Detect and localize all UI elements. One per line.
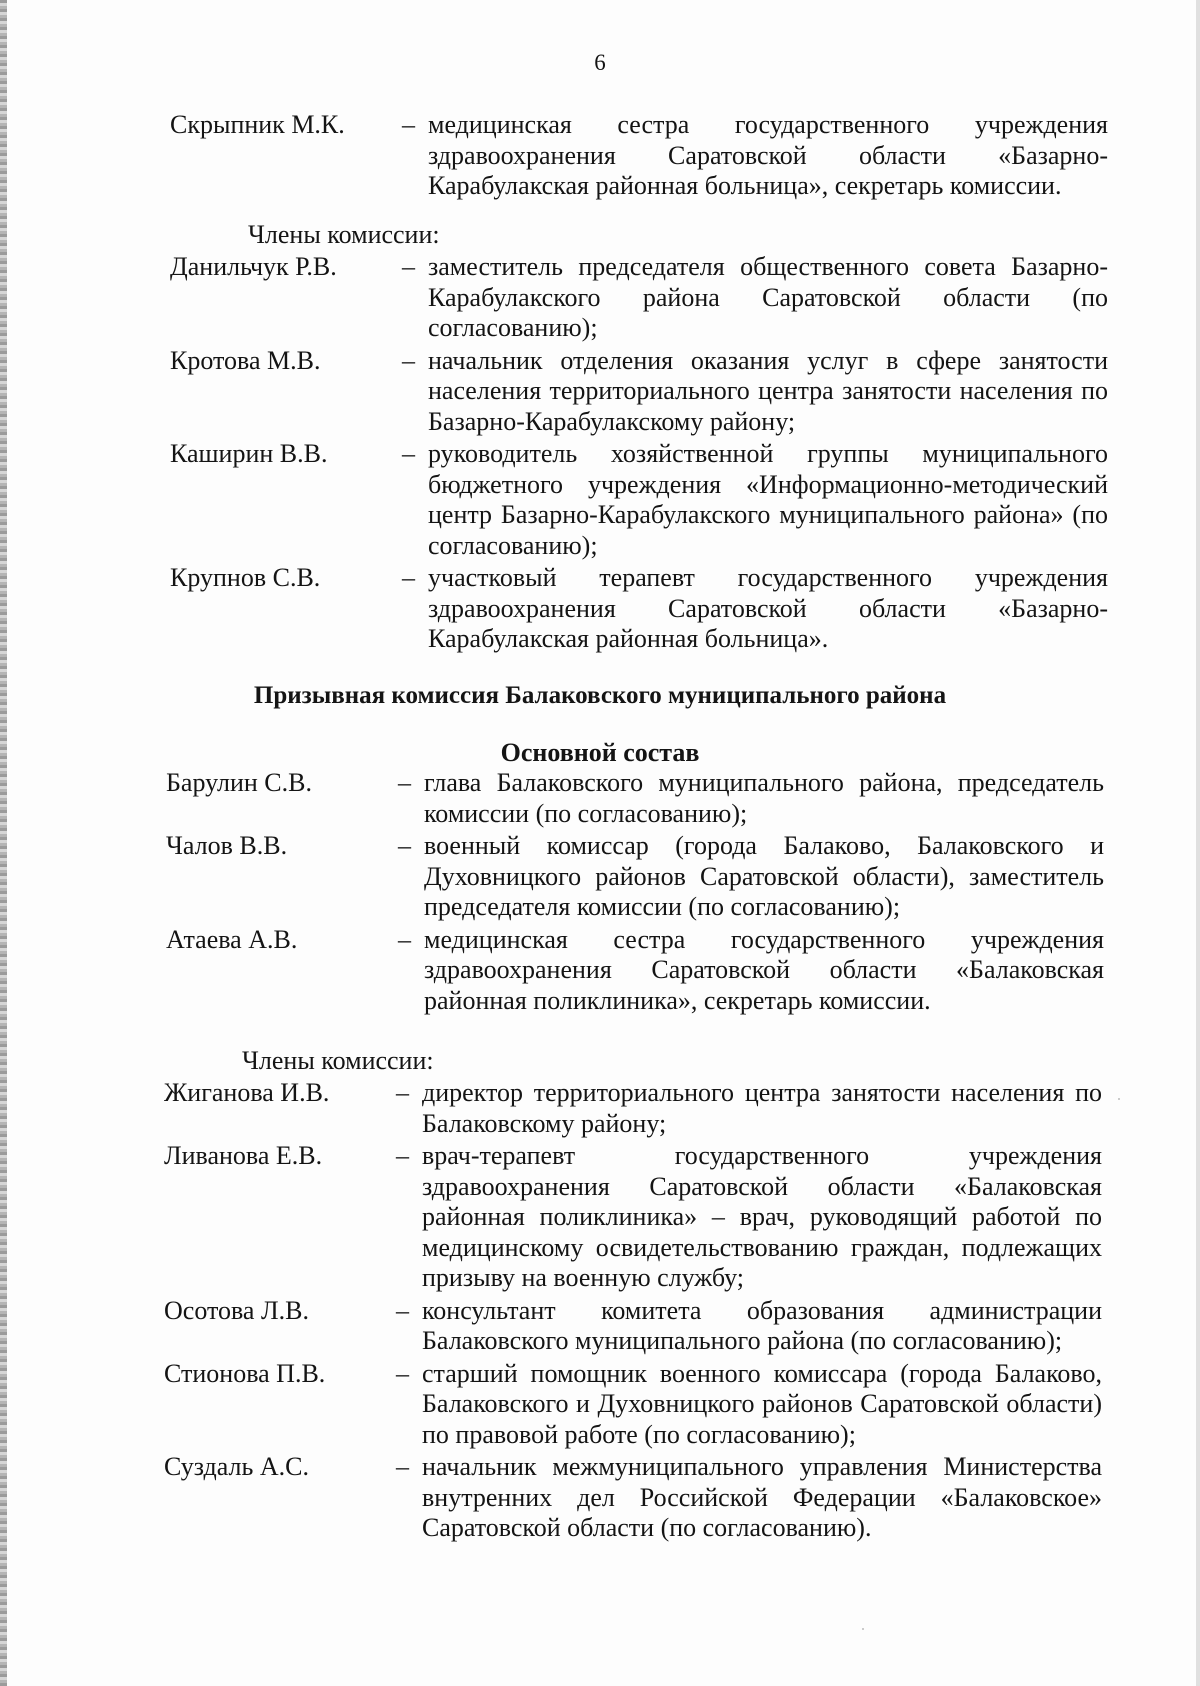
person-name: Суздаль А.С. <box>164 1452 309 1481</box>
scan-edge-left <box>0 0 7 1686</box>
person-position: заместитель председателя общественного совета Базарно-Карабулакского района Саратовской области (по согласованию); <box>428 252 1108 342</box>
dash-separator: – <box>396 1295 409 1325</box>
dash-separator: – <box>402 439 415 468</box>
person-entry <box>164 1141 1104 1294</box>
members-block-1 <box>170 220 1110 655</box>
members-label: Члены комиссии: <box>242 1046 434 1075</box>
person-name: Жиганова И.В. <box>164 1078 330 1107</box>
dash-separator: – <box>398 768 411 797</box>
person-entry <box>170 563 1110 655</box>
person-entry <box>166 831 1106 923</box>
person-name: Чалов В.В. <box>166 831 288 860</box>
person-entry <box>164 1078 1104 1139</box>
person-name: Каширин В.В. <box>170 439 328 468</box>
dash-separator: – <box>402 110 415 139</box>
person-position: начальник отделения оказания услуг в сфере занятости населения территориального центра занятости населения по Базарно-Карабулакскому району; <box>428 345 1108 436</box>
dash-separator: – <box>398 831 411 860</box>
person-entry <box>166 768 1106 829</box>
person-position: медицинская сестра государственного учреждения здравоохранения Саратовской области «Базарно-Карабулакская районная больница», секретарь комиссии. <box>428 110 1108 200</box>
person-name: Ливанова Е.В. <box>164 1141 323 1170</box>
dash-separator: – <box>402 252 415 281</box>
person-position: военный комиссар (города Балаково, Балаковского и Духовницкого районов Саратовской области), заместитель председателя комиссии (по согласованию); <box>424 831 1104 921</box>
scan-speck <box>1118 1098 1120 1100</box>
dash-separator: – <box>398 924 411 954</box>
person-position: начальник межмуниципального управления Министерства внутренних дел Российской Федерации «Балаковское» Саратовской области (по согласованию). <box>422 1452 1102 1542</box>
dash-separator: – <box>402 345 415 375</box>
person-entry <box>170 346 1110 438</box>
scan-speck <box>862 1628 864 1630</box>
section-title: Призывная комиссия Балаковского муниципального района <box>253 682 947 709</box>
person-name: Кротова М.В. <box>170 345 321 375</box>
core-composition-block <box>166 768 1106 1016</box>
person-entry <box>170 439 1110 561</box>
person-position: глава Балаковского муниципального района, председатель комиссии (по согласованию); <box>424 768 1104 828</box>
members-block-2 <box>164 1046 1104 1544</box>
person-name: Атаева А.В. <box>166 924 298 954</box>
person-position: врач-терапевт государственного учреждения здравоохранения Саратовской области «Балаковская районная поликлиника» – врач, руководящий работой по медицинскому освидетельствованию граждан, подлежащих призыву на военную службу; <box>422 1141 1102 1292</box>
section-subtitle: Основной состав <box>500 738 700 767</box>
person-entry <box>170 252 1110 344</box>
person-position: старший помощник военного комиссара (города Балаково, Балаковского и Духовницкого районов Саратовской области) по правовой работе (по согласованию); <box>422 1358 1102 1449</box>
person-position: медицинская сестра государственного учреждения здравоохранения Саратовской области «Балаковская районная поликлиника», секретарь комиссии. <box>424 924 1104 1015</box>
person-entry <box>164 1296 1104 1357</box>
person-name: Крупнов С.В. <box>170 563 321 592</box>
secretary-entry-block <box>170 110 1110 202</box>
person-name: Стионова П.В. <box>164 1358 326 1388</box>
person-entry <box>170 110 1110 202</box>
person-name: Скрыпник М.К. <box>170 110 345 139</box>
person-name: Данильчук Р.В. <box>170 252 337 281</box>
person-position: участковый терапевт государственного учреждения здравоохранения Саратовской области «Базарно-Карабулакская районная больница». <box>428 563 1108 653</box>
person-position: директор территориального центра занятости населения по Балаковскому району; <box>422 1078 1102 1138</box>
members-label: Члены комиссии: <box>248 220 440 249</box>
person-entry <box>164 1359 1104 1451</box>
dash-separator: – <box>396 1141 409 1170</box>
dash-separator: – <box>396 1452 409 1481</box>
dash-separator: – <box>396 1078 409 1107</box>
person-entry <box>166 925 1106 1017</box>
person-name: Барулин С.В. <box>166 768 312 797</box>
person-position: руководитель хозяйственной группы муниципального бюджетного учреждения «Информационно-методический центр Базарно-Карабулакского муниципального района» (по согласованию); <box>428 439 1108 560</box>
person-position: консультант комитета образования администрации Балаковского муниципального района (по согласованию); <box>422 1295 1102 1355</box>
person-name: Осотова Л.В. <box>164 1295 309 1325</box>
scan-edge-right <box>1196 0 1200 1686</box>
page-number: 6 <box>594 50 606 75</box>
dash-separator: – <box>396 1358 409 1388</box>
person-entry <box>164 1452 1104 1544</box>
dash-separator: – <box>402 563 415 592</box>
